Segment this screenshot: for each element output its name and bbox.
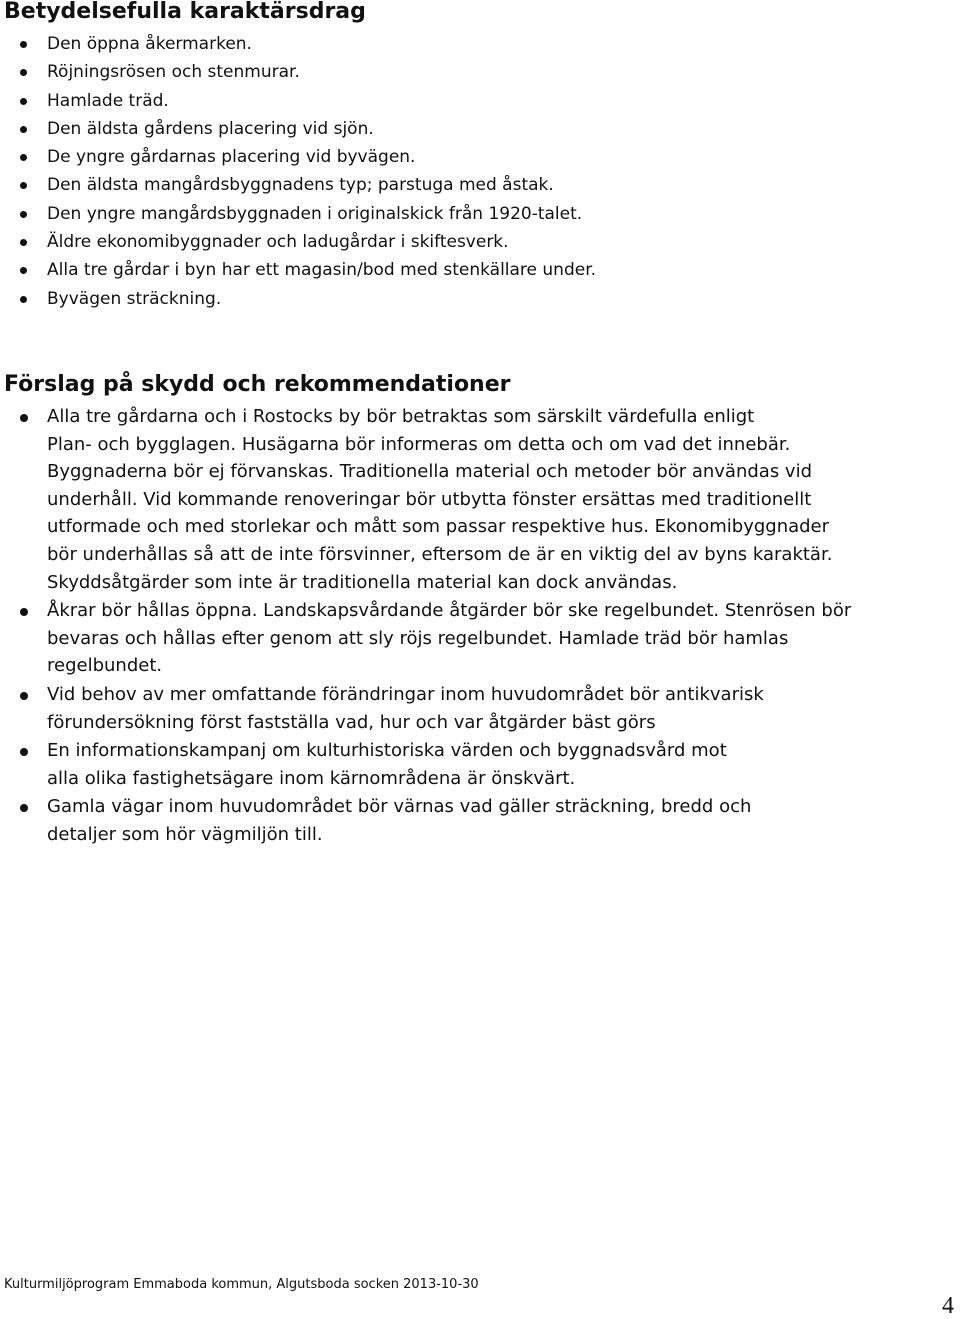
bullet-icon	[20, 414, 28, 422]
bullet-icon	[20, 692, 28, 700]
text-line: detaljer som hör vägmiljön till.	[47, 823, 323, 845]
text-line: alla olika fastighetsägare inom kärnområdena är önskvärt.	[47, 767, 576, 789]
text-line: underhåll. Vid kommande renoveringar bör utbytta fönster ersättas med traditionellt	[47, 488, 812, 510]
text-line: Skyddsåtgärder som inte är traditionella material kan dock användas.	[47, 571, 678, 593]
list-item	[0, 285, 900, 313]
bullet-icon	[20, 182, 27, 189]
text-line: bör underhållas så att de inte försvinner, eftersom de är en viktig del av byns karaktär.	[47, 543, 833, 565]
list-item-text	[47, 597, 900, 680]
text-line: Byggnaderna bör ej förvanskas. Traditionella material och metoder bör användas vid	[47, 461, 812, 483]
list-item-text: Röjningsrösen och stenmurar.	[47, 62, 300, 83]
karaktarsdrag-list	[0, 30, 900, 313]
page-number: 4	[942, 1293, 954, 1319]
bullet-icon	[20, 211, 27, 218]
bullet-icon	[20, 748, 28, 756]
section-heading-karaktarsdrag: Betydelsefulla karaktärsdrag	[4, 0, 366, 24]
bullet-icon	[20, 239, 27, 246]
text-line: En informationskampanj om kulturhistoriska värden och byggnadsvård mot	[47, 740, 727, 762]
bullet-icon	[20, 608, 28, 616]
list-item	[0, 30, 900, 58]
list-item	[0, 143, 900, 171]
list-item	[0, 87, 900, 115]
list-item-text	[47, 737, 900, 792]
list-item-text: Alla tre gårdar i byn har ett magasin/bod med stenkällare under.	[47, 260, 597, 281]
text-line: bevaras och hållas efter genom att sly röjs regelbundet. Hamlade träd bör hamlas	[47, 627, 789, 649]
list-item-text: Äldre ekonomibyggnader och ladugårdar i skiftesverk.	[47, 232, 509, 253]
bullet-icon	[20, 69, 27, 76]
list-item-text: Den yngre mangårdsbyggnaden i originalskick från 1920-talet.	[47, 203, 583, 224]
list-item-text	[47, 403, 900, 596]
list-item	[0, 171, 900, 199]
list-item	[0, 681, 900, 736]
list-item	[0, 597, 900, 680]
list-item-text: Den äldsta mangårdsbyggnadens typ; parstuga med åstak.	[47, 175, 554, 196]
list-item-text	[47, 793, 900, 848]
text-line: utformade och med storlekar och mått som passar respektive hus. Ekonomibyggnader	[47, 516, 830, 538]
bullet-icon	[20, 126, 27, 133]
list-item	[0, 200, 900, 228]
list-item-text: Hamlade träd.	[47, 90, 169, 111]
list-item	[0, 256, 900, 284]
list-item	[0, 228, 900, 256]
bullet-icon	[20, 154, 27, 161]
text-line: Vid behov av mer omfattande förändringar inom huvudområdet bör antikvarisk	[47, 683, 764, 705]
text-line: förundersökning först fastställa vad, hur och var åtgärder bäst görs	[47, 711, 656, 733]
list-item	[0, 737, 900, 792]
list-item	[0, 115, 900, 143]
text-line: Åkrar bör hållas öppna. Landskapsvårdande åtgärder bör ske regelbundet. Stenrösen bör	[47, 600, 852, 622]
list-item-text: Den äldsta gårdens placering vid sjön.	[47, 118, 374, 139]
list-item-text	[47, 681, 900, 736]
bullet-icon	[20, 804, 28, 812]
text-line: Alla tre gårdarna och i Rostocks by bör betraktas som särskilt värdefulla enligt	[47, 406, 755, 427]
rekommendationer-list	[0, 403, 900, 849]
list-item	[0, 403, 900, 596]
bullet-icon	[20, 98, 27, 105]
list-item	[0, 58, 900, 86]
list-item	[0, 793, 900, 848]
bullet-icon	[20, 296, 27, 303]
text-line: regelbundet.	[47, 655, 163, 677]
text-line: Plan- och bygglagen. Husägarna bör informeras om detta och om vad det innebär.	[47, 433, 791, 455]
list-item-text: Den öppna åkermarken.	[47, 34, 252, 54]
section-heading-rekommendationer: Förslag på skydd och rekommendationer	[4, 372, 511, 397]
footer-text: Kulturmiljöprogram Emmaboda kommun, Algutsboda socken 2013-10-30	[4, 1277, 479, 1292]
bullet-icon	[20, 267, 27, 274]
bullet-icon	[20, 41, 27, 48]
text-line: Gamla vägar inom huvudområdet bör värnas vad gäller sträckning, bredd och	[47, 796, 752, 818]
list-item-text: Byvägen sträckning.	[47, 288, 222, 309]
list-item-text: De yngre gårdarnas placering vid byvägen.	[47, 147, 416, 168]
